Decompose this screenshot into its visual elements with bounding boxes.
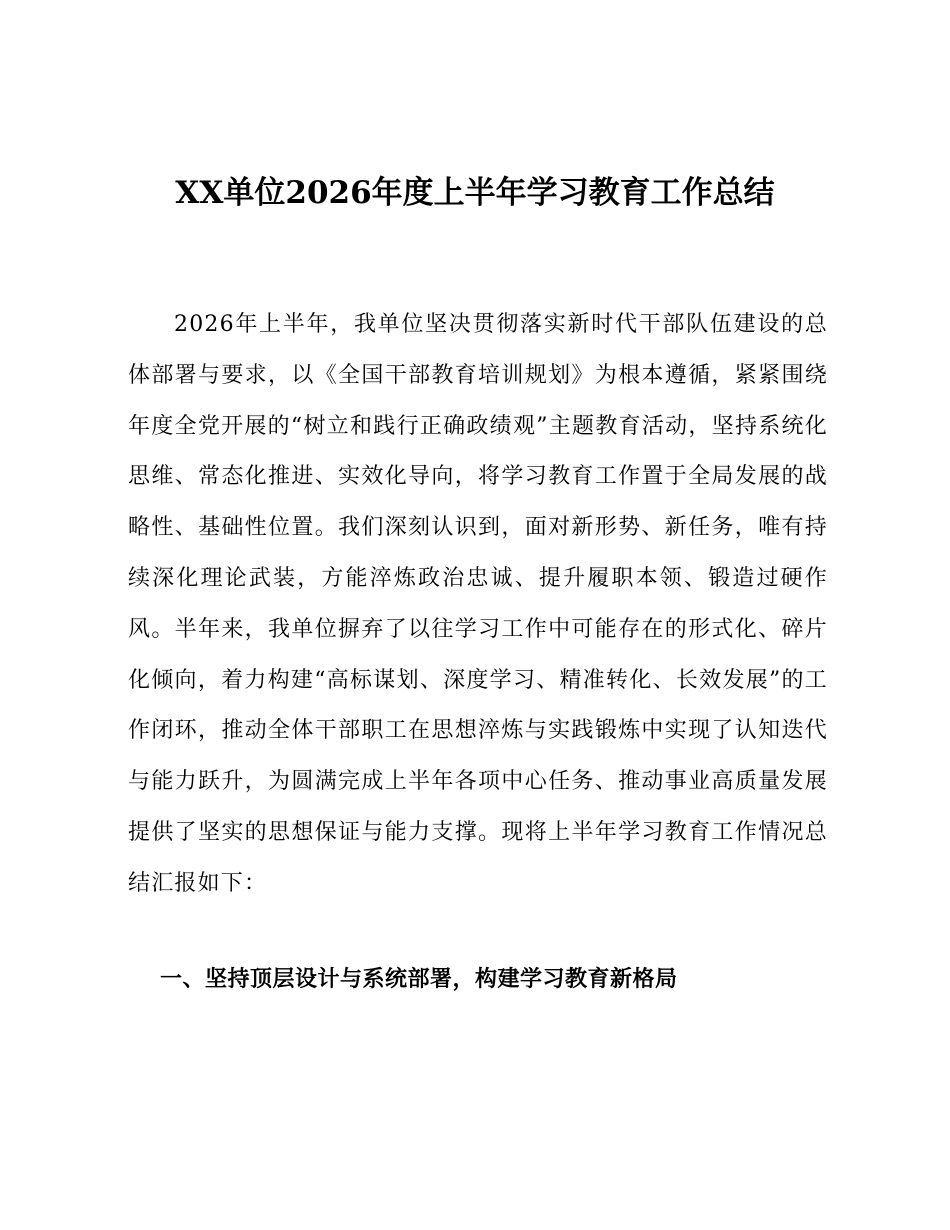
intro-paragraph: 2026年上半年，我单位坚决贯彻落实新时代干部队伍建设的总体部署与要求，以《全国干部教育培训规划》为根本遵循，紧紧围绕年度全党开展的“树立和践行正确政绩观”主题教育活动，坚持系统化思维、常态化推进、实效化导向，将学习教育工作置于全局发展的战略性、基础性位置。我们深刻认识到，面对新形势、新任务，唯有持续深化理论武装，方能淬炼政治忠诚、提升履职本领、锻造过硬作风。半年来，我单位摒弃了以往学习工作中可能存在的形式化、碎片化倾向，着力构建“高标谋划、深度学习、精准转化、长效发展”的工作闭环，推动全体干部职工在思想淬炼与实践锻炼中实现了认知迭代与能力跃升，为圆满完成上半年各项中心任务、推动事业高质量发展提供了坚实的思想保证与能力支撑。现将上半年学习教育工作情况总结汇报如下： bbox=[128, 312, 828, 896]
document-title: XX单位2026年度上半年学习教育工作总结 bbox=[175, 175, 775, 211]
section-heading-1: 一、坚持顶层设计与系统部署，构建学习教育新格局 bbox=[160, 967, 678, 992]
